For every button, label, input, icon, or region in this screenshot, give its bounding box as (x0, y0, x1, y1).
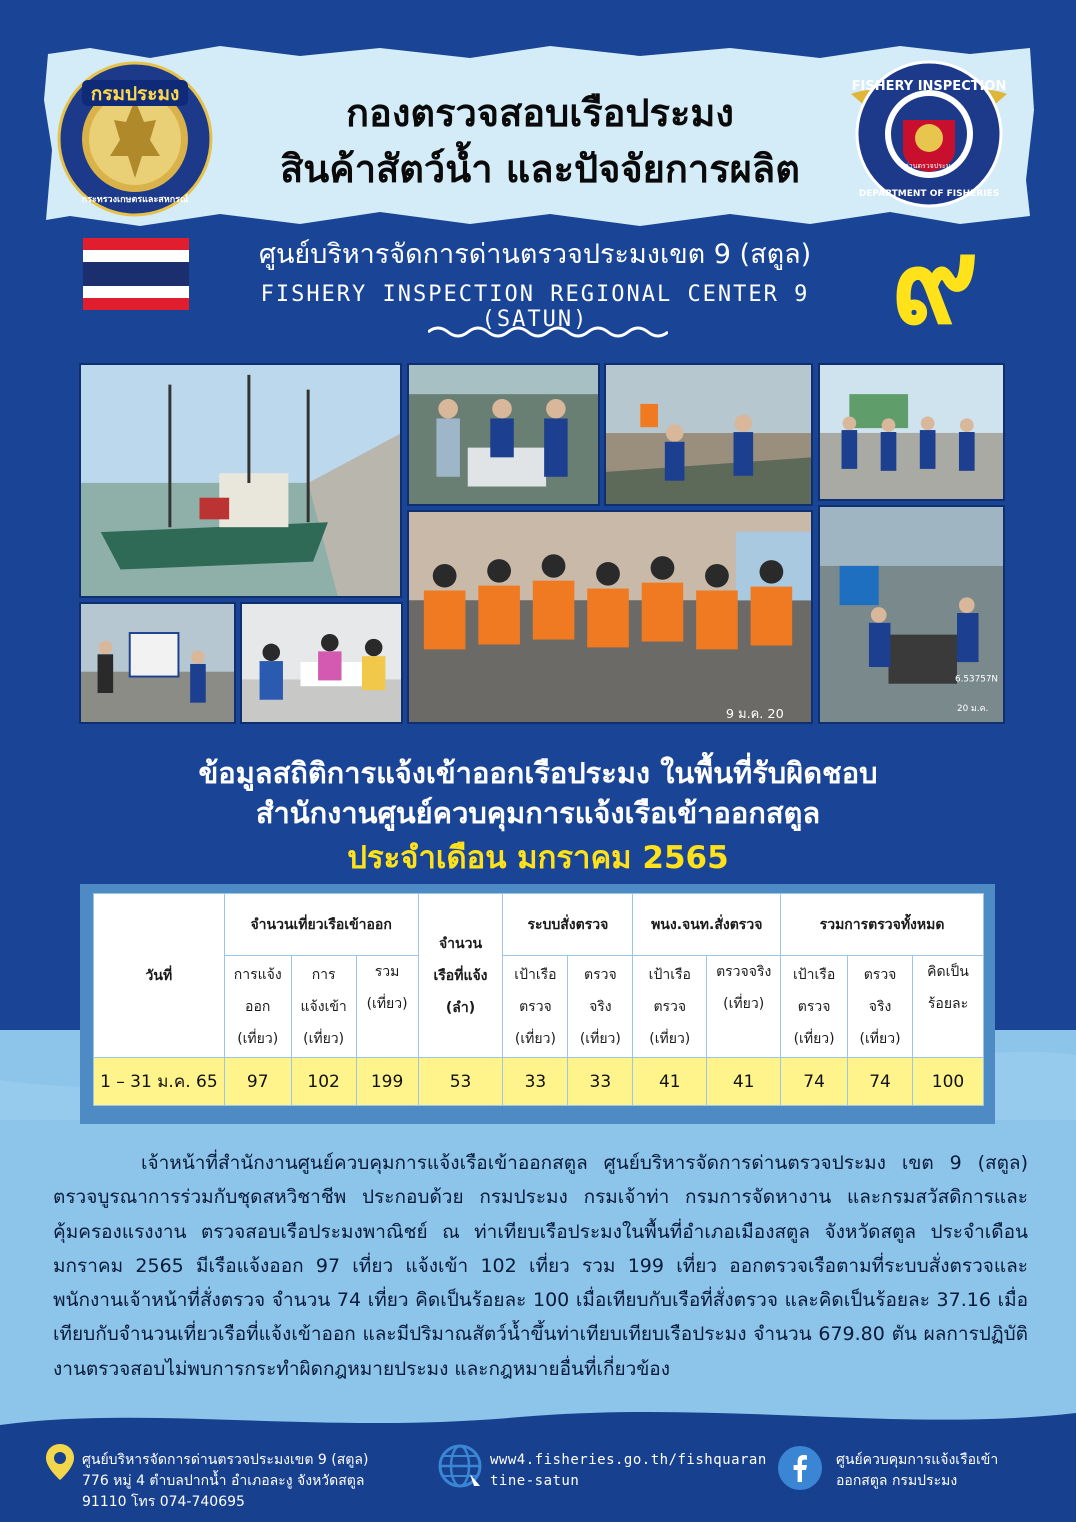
header-date: วันที่ (94, 894, 225, 1058)
fisheries-department-seal (56, 60, 214, 218)
photo-fish-hold-inspection (818, 505, 1005, 724)
svg-text:๙: ๙ (891, 218, 979, 338)
photo-vessel-board-check (79, 602, 236, 724)
header-system-actual: ตรวจ จริง (เที่ยว) (568, 956, 633, 1058)
title-line-1: กองตรวจสอบเรือประมง (346, 91, 734, 135)
svg-text:DEPARTMENT OF FISHERIES: DEPARTMENT OF FISHERIES (858, 189, 1000, 199)
svg-text:กรมประมง: กรมประมง (90, 83, 180, 105)
photo-net-inspection (604, 363, 813, 506)
photo-office-meeting (240, 602, 403, 724)
header-total-actual: ตรวจ จริง (เที่ยว) (848, 956, 913, 1058)
inspection-stats-table (93, 893, 984, 1106)
thai-flag-icon (83, 238, 189, 310)
cell-system-actual: 33 (568, 1058, 633, 1106)
svg-text:6.53757N: 6.53757N (955, 674, 999, 685)
stats-heading-2: สำนักงานศูนย์ควบคุมการแจ้งเรือเข้าออกสตูล (255, 796, 821, 830)
cell-total-percent: 100 (913, 1058, 984, 1106)
region-numeral (880, 218, 990, 338)
header-notify-out: การแจ้ง ออก (เที่ยว) (224, 956, 291, 1058)
header-trips-group: จำนวนเที่ยวเรือเข้าออก (224, 894, 418, 956)
center-name-thai: ศูนย์บริหารจัดการด่านตรวจประมงเขต 9 (สตูล) (258, 239, 812, 270)
header-total-percent: คิดเป็น ร้อยละ (913, 956, 984, 1058)
cell-system-target: 33 (503, 1058, 568, 1106)
cell-in: 102 (291, 1058, 356, 1106)
header-officer-group: พนง.จนท.สั่งตรวจ (633, 894, 781, 956)
header-system-target: เป้าเรือ ตรวจ (เที่ยว) (503, 956, 568, 1058)
cell-boats: 53 (418, 1058, 503, 1106)
wave-divider (428, 322, 668, 342)
table-row (94, 1058, 984, 1106)
header-boats: จำนวน เรือที่แจ้ง (ลำ) (418, 894, 503, 1058)
footer-website[interactable]: www4.fisheries.go.th/fishquaran tine-satun (490, 1452, 767, 1489)
photo-fishing-boats (79, 363, 402, 598)
stats-heading-1: ข้อมูลสถิติการแจ้งเข้าออกเรือประมง ในพื้นที่รับผิดชอบ (198, 756, 878, 790)
cell-out: 97 (224, 1058, 291, 1106)
cell-date: 1 – 31 ม.ค. 65 (94, 1058, 225, 1106)
header-officer-target: เป้าเรือ ตรวจ (เที่ยว) (633, 956, 707, 1058)
facebook-icon[interactable] (776, 1444, 824, 1492)
svg-text:กระทรวงเกษตรและสหกรณ์: กระทรวงเกษตรและสหกรณ์ (81, 195, 189, 205)
header-trips-sum: รวม (เที่ยว) (356, 956, 418, 1058)
photo-crew-life-vests (407, 510, 813, 724)
header-total-target: เป้าเรือ ตรวจ (เที่ยว) (781, 956, 848, 1058)
header-system-group: ระบบสั่งตรวจ (503, 894, 633, 956)
cell-officer-target: 41 (633, 1058, 707, 1106)
photo-officer-group (818, 363, 1005, 501)
cell-sum: 199 (356, 1058, 418, 1106)
title-line-2: สินค้าสัตว์น้ำ และปัจจัยการผลิต (280, 147, 800, 191)
cell-total-actual: 74 (848, 1058, 913, 1106)
svg-text:FISHERY INSPECTION: FISHERY INSPECTION (851, 79, 1007, 94)
stats-heading-month: ประจำเดือน มกราคม 2565 (347, 840, 729, 876)
summary-text: เจ้าหน้าที่สำนักงานศูนย์ควบคุมการแจ้งเรือเข้าออกสตูล ศูนย์บริหารจัดการด่านตรวจประมง เขต 9 (สตูล) ตรวจบูรณาการร่วมกับชุดสหวิชาชีพ ประกอบด้วย กรมประมง กรมเจ้าท่า กรมการจัดหางาน และกรมสวัสดิการและคุ้มครองแรงงาน ตรวจสอบเรือประมงพาณิชย์ ณ ท่าเทียบเรือประมงในพื้นที่อำเภอเมืองสตูล จังหวัดสตูล ประจำเดือนมกราคม 2565 มีเรือแจ้งออก 97 เที่ยว แจ้งเข้า 102 เที่ยว รวม 199 เที่ยว ออกตรวจเรือตามที่ระบบสั่งตรวจและพนักงานเจ้าหน้าที่สั่งตรวจ จำนวน 74 เที่ยว คิดเป็นร้อยละ 100 เมื่อเทียบกับเรือที่สั่งตรวจ และคิดเป็นร้อยละ 37.16 เมื่อเทียบกับจำนวนเที่ยวเรือที่แจ้งเข้าออก และมีปริมาณสัตว์น้ำขึ้นท่าเทียบเทียบเรือประมง จำนวน 679.80 ตัน ผลการปฏิบัติงานตรวจสอบไม่พบการกระทำผิดกฎหมายประมง และกฎหมายอื่นที่เกี่ยวข้อง (53, 1152, 1028, 1380)
svg-text:ด่านตรวจประมง: ด่านตรวจประมง (904, 162, 954, 170)
header-notify-in: การ แจ้งเข้า (เที่ยว) (291, 956, 356, 1058)
globe-icon (436, 1442, 484, 1490)
cell-total-target: 74 (781, 1058, 848, 1106)
header-officer-actual: ตรวจจริง (เที่ยว) (707, 956, 781, 1058)
footer-facebook-page[interactable]: ศูนย์ควบคุมการแจ้งเรือเข้า ออกสตูล กรมประมง (836, 1452, 999, 1489)
center-name-english: FISHERY INSPECTION REGIONAL CENTER 9 (SATUN) (260, 282, 810, 332)
location-pin-icon (44, 1442, 76, 1482)
svg-text:20 ม.ค.: 20 ม.ค. (957, 704, 989, 715)
header-total-group: รวมการตรวจทั้งหมด (781, 894, 984, 956)
svg-text:9 ม.ค. 20: 9 ม.ค. 20 (725, 707, 784, 722)
photo-document-check (407, 363, 600, 506)
cell-officer-actual: 41 (707, 1058, 781, 1106)
footer-address: ศูนย์บริหารจัดการด่านตรวจประมงเขต 9 (สตูล) 776 หมู่ 4 ตำบลปากน้ำ อำเภอละงู จังหวัดสตูล 91110 โทร 074-740695 (82, 1452, 369, 1510)
summary-paragraph (53, 1146, 1028, 1386)
